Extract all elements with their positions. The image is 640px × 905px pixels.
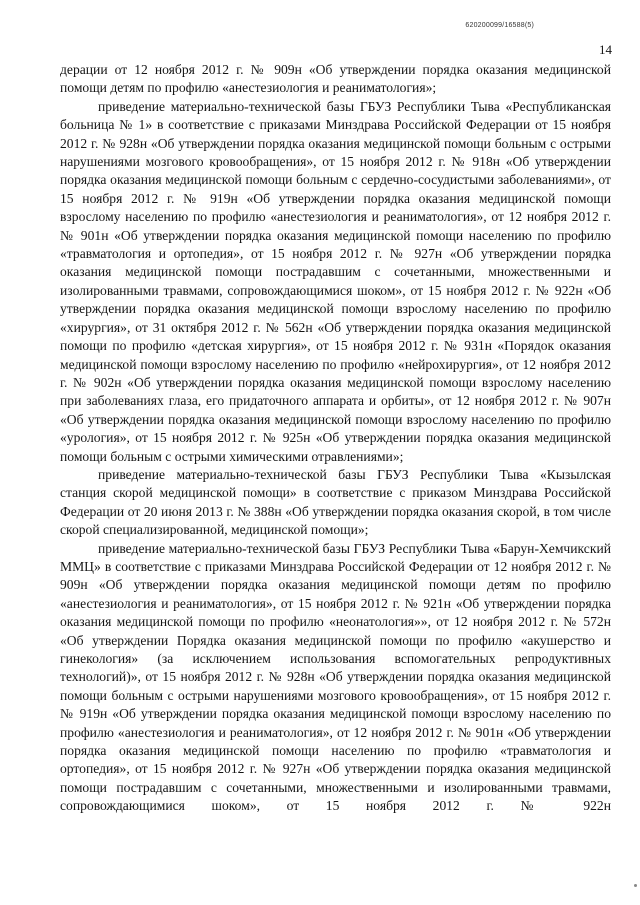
page-number: 14 xyxy=(599,42,612,57)
paragraph-barun-khemchik-mmc: приведение материально-технической базы ГБУЗ Республики Тыва «Барун-Хемчикский ММЦ» в соответствие с приказами Минздрава Российской Федерации от 12 ноября 2012 г. № 909н «Об утверждении порядка оказания медицинской помощи детям по профилю «анестезиология и реаниматология», от 15 ноября 2012 г. № 921н «Об утверждении порядка оказания медицинской помощи по профилю «неонатология»», от 12 ноября 2012 г. № 572н «Об утверждении Порядка оказания медицинской помощи по профилю «акушерство и гинекология» (за исключением использования вспомогательных репродуктивных технологий)», от 15 ноября 2012 г. № 928н «Об утверждении порядка оказания медицинской помощи больным с острыми нарушениями мозгового кровообращения», от 15 ноября 2012 г. № 919н «Об утверждении порядка оказания медицинской помощи взрослому населению по профилю «анестезиология и реаниматология», от 12 ноября 2012 г. № 901н «Об утверждении порядка оказания медицинской помощи населению по профилю «травматология и ортопедия», от 15 ноября 2012 г. № 927н «Об утверждении порядка оказания медицинской помощи пострадавшим с сочетанными, множественными и изолированными травмами, сопровождающимися шоком», от 15 ноября 2012 г. № 922н xyxy=(60,540,611,814)
scan-dot xyxy=(634,884,637,887)
paragraph-continuation: дерации от 12 ноября 2012 г. № 909н «Об утверждении порядка оказания медицинской помощи детям по профилю «анестезиология и реаниматология»; xyxy=(60,62,611,96)
paragraph-ambulance-station: приведение материально-технической базы ГБУЗ Республики Тыва «Кызылская станция скорой медицинской помощи» в соответствие с приказом Минздрава Российской Федерации от 20 июня 2013 г. № 388н «Об утверждении порядка оказания скорой, в том числе скорой специализированной, медицинской помощи»; xyxy=(60,466,611,538)
paragraph-republican-hospital: приведение материально-технической базы ГБУЗ Республики Тыва «Республиканская больница № 1» в соответствие с приказами Минздрава Российской Федерации от 15 ноября 2012 г. № 928н «Об утверждении порядка оказания медицинской помощи больным с острыми нарушениями мозгового кровообращения», от 15 ноября 2012 г. № 918н «Об утверждении порядка оказания медицинской помощи больным с сердечно-сосудистыми заболеваниями», от 15 ноября 2012 г. № 919н «Об утверждении порядка оказания медицинской помощи взрослому населению по профилю «анестезиология и реаниматология», от 12 ноября 2012 г. № 901н «Об утверждении порядка оказания медицинской помощи населению по профилю «травматология и ортопедия», от 15 ноября 2012 г. № 927н «Об утверждении порядка оказания медицинской помощи пострадавшим с сочетанными, множественными и изолированными травмами, сопровождающимися шоком», от 15 ноября 2012 г. № 922н «Об утверждении порядка оказания медицинской помощи взрослому населению по профилю «хирургия», от 31 октября 2012 г. № 562н «Об утверждении порядка оказания медицинской помощи по профилю «детская хирургия», от 15 ноября 2012 г. № 931н «Порядок оказания медицинской помощи взрослому населению по профилю «нейрохирургия», от 12 ноября 2012 г. № 902н «Об утверждении порядка оказания медицинской помощи взрослому населению при заболеваниях глаза, его придаточного аппарата и орбиты», от 12 ноября 2012 г. № 907н «Об утверждении порядка оказания медицинской помощи взрослому населению по профилю «урология», от 15 ноября 2012 г. № 925н «Об утверждении порядка оказания медицинской помощи больным с острыми химическими отравлениями»; xyxy=(60,98,611,464)
document-code: 620200099/16588(5) xyxy=(465,22,534,29)
body-text xyxy=(60,61,611,816)
